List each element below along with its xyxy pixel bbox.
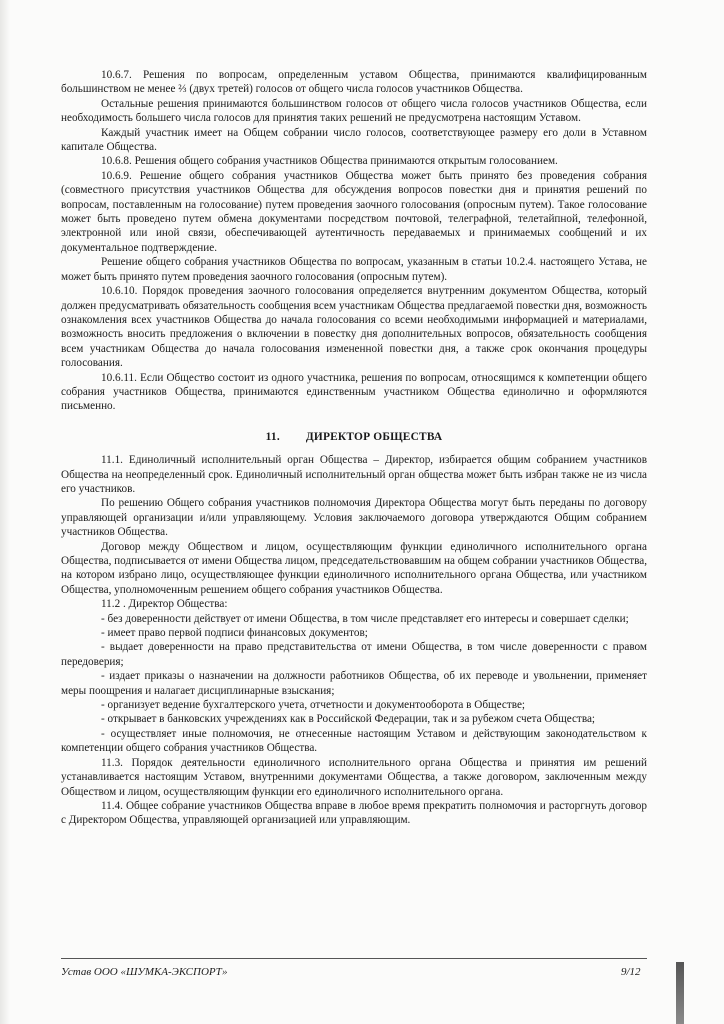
list-item: - открывает в банковских учреждениях как в Российской Федерации, так и за рубежом счета Общества;: [101, 713, 596, 726]
list-item: - без доверенности действует от имени Общества, в том числе представляет его интересы и совершает сделки;: [101, 612, 629, 625]
list-item: - выдает доверенности на право представительства от имени Общества, в том числе доверенности с правом передоверия;: [61, 641, 647, 668]
list-item: - осуществляет иные полномочия, не отнесенные настоящим Уставом и действующим законодательством к компетенции общего собрания участников Общества.: [61, 727, 647, 755]
list-item: - организует ведение бухгалтерского учета, отчетности и документооборота в Обществе;: [101, 699, 526, 712]
paragraph-11-1: 11.1. Единоличный исполнительный орган Общества – Директор, избирается общим собранием участников Общества на неопределенный срок. Единоличный исполнительный орган общества может быть избран также не из числа его участников.: [61, 454, 647, 495]
paragraph-director-contract: Договор между Обществом и лицом, осуществляющим функции единоличного исполнительного органа Общества, подписывается от имени Общества лицом, председательствовавшим на общем собрании участников Общества, на котором избрано лицо, осуществляющее функции единоличного исполнительного органа Общества, или участником Общества, уполномоченным решением общего собрания участников Общества.: [61, 540, 647, 596]
paragraph-absentee-restriction: Решение общего собрания участников Общества по вопросам, указанным в статьи 10.2.4. настоящего Устава, не может быть принято путем проведения заочного голосования (опросным путем).: [61, 256, 647, 283]
paragraph-11-3: 11.3. Порядок деятельности единоличного исполнительного органа Общества и принятия им решений устанавливается настоящим Уставом, внутренними документами Общества, а также договором, заключенным между Обществом и лицом, осуществляющим функции его единоличного исполнительного органа.: [61, 756, 647, 798]
paragraph-10-6-8: 10.6.8. Решения общего собрания участников Общества принимаются открытым голосованием.: [101, 155, 558, 168]
paragraph-10-6-11: 10.6.11. Если Общество состоит из одного участника, решения по вопросам, относящимся к компетенции общего собрания участников Общества, принимаются единственным участником Общества единолично и оформляются письменно.: [61, 371, 647, 413]
section-title: ДИРЕКТОР ОБЩЕСТВА: [305, 430, 443, 443]
section-heading: [61, 430, 647, 444]
page-edge-shadow: [0, 0, 10, 1024]
list-item: - издает приказы о назначении на должности работников Общества, об их переводе и увольнении, применяет меры поощрения и налагает дисциплинарные взыскания;: [61, 670, 647, 697]
document-body: [61, 68, 647, 828]
footer-page-number: 9/12: [621, 966, 641, 978]
scan-edge-mark: [676, 962, 684, 1024]
footer-document-name: Устав ООО «ШУМКА-ЭКСПОРТ»: [61, 966, 228, 978]
paragraph-10-6-7: 10.6.7. Решения по вопросам, определенным уставом Общества, принимаются квалифицированным большинством не менее ⅔ (двух третей) голосов от общего числа голосов участников Общества.: [61, 69, 647, 96]
paragraph-11-4: 11.4. Общее собрание участников Общества вправе в любое время прекратить полномочия и расторгнуть договор с Директором Общества, управляющей организацией или управляющим.: [61, 799, 647, 827]
paragraph-11-2: 11.2 . Директор Общества:: [101, 598, 228, 611]
paragraph-10-6-9: 10.6.9. Решение общего собрания участников Общества может быть принято без проведения собрания (совместного присутствия участников Общества для обсуждения вопросов повестки дня и принятия решений по вопросам, поставленным на голосование) путем проведения заочного голосования (опросным путем). Такое голосование может быть проведено путем обмена документами посредством почтовой, телеграфной, телетайпной, телефонной, электронной или иной связи, обеспечивающей аутентичность передаваемых и принимаемых сообщений и их документальное подтверждение.: [61, 169, 647, 254]
paragraph-management-transfer: По решению Общего собрания участников полномочия Директора Общества могут быть переданы по договору управляющей организации и/или управляющему. Условия заключаемого договора утверждаются Общим собранием участников Общества.: [61, 497, 647, 539]
list-item: - имеет право первой подписи финансовых документов;: [101, 627, 368, 640]
footer-divider: [61, 958, 647, 959]
section-number: 11.: [265, 430, 280, 443]
paragraph-other-decisions: Остальные решения принимаются большинством голосов от общего числа голосов участников Общества, если необходимость большего числа голосов для принятия таких решений не предусмотрена настоящим Уставом.: [61, 97, 647, 125]
paragraph-votes-per-participant: Каждый участник имеет на Общем собрании число голосов, соответствующее размеру его доли в Уставном капитале Общества.: [61, 126, 647, 154]
paragraph-10-6-10: 10.6.10. Порядок проведения заочного голосования определяется внутренним документом Общества, который должен предусматривать обязательность сообщения всем участникам Общества предлагаемой повестки дня, возможность ознакомления всех участников Общества до начала голосования со всеми необходимыми информацией и материалами, возможность вносить предложения о включении в повестку дня дополнительных вопросов, обязательность сообщения всем участникам Общества до начала голосования измененной повестки дня, а также срок окончания процедуры голосования.: [61, 285, 647, 370]
